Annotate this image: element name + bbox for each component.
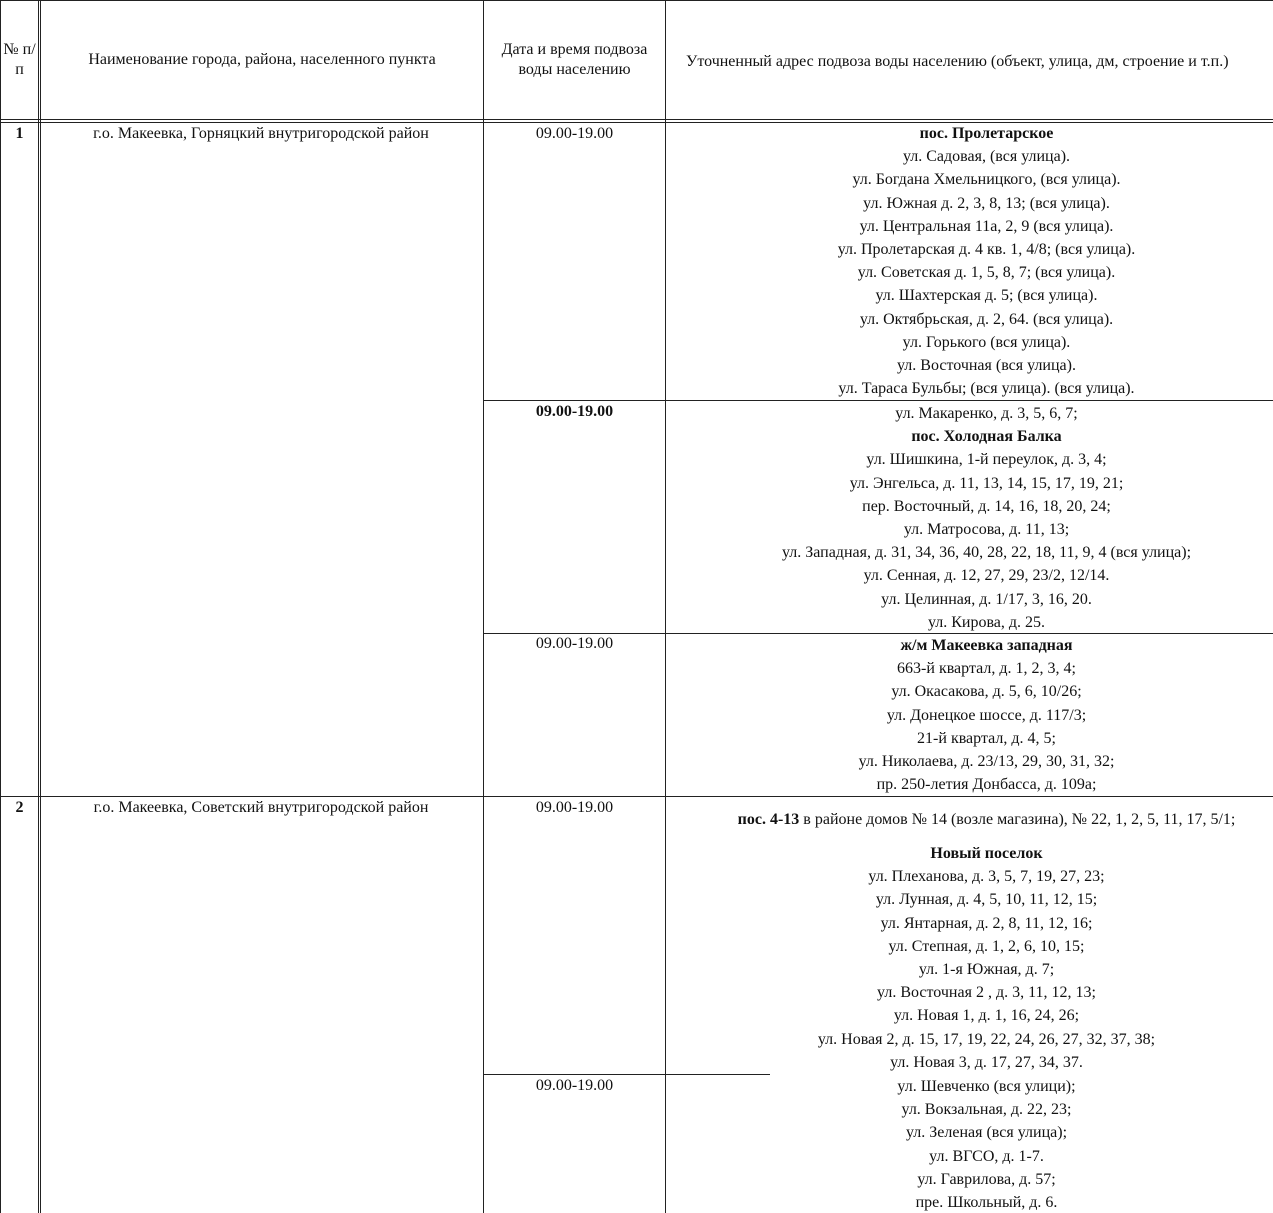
delivery-time: 09.00-19.00 xyxy=(535,125,614,142)
address-line: ул. Восточная (вся улица). xyxy=(897,356,1076,374)
header-bottom-line xyxy=(0,119,1273,120)
settlement-name: Новый поселок xyxy=(930,845,1043,862)
address-line: ул. Октябрьская, д. 2, 64. (вся улица). xyxy=(859,310,1114,328)
address-line: ул. Богдана Хмельницкого, (вся улица). xyxy=(852,171,1121,189)
header-datetime: Дата и время подвоза воды населению xyxy=(501,41,648,78)
address-line: ул. Плеханова, д. 3, 5, 7, 19, 27, 23; xyxy=(868,868,1105,886)
address-line: ул. 1-я Южная, д. 7; xyxy=(918,960,1055,978)
header-number: № п/п xyxy=(3,41,36,78)
delivery-time: 09.00-19.00 xyxy=(535,1077,614,1094)
address-line: ул. Макаренко, д. 3, 5, 6, 7; xyxy=(895,405,1078,422)
address-line: ул. Новая 2, д. 15, 17, 19, 22, 24, 26, 27, 32, 37, 38; xyxy=(817,1030,1156,1048)
address-line: 21-й квартал, д. 4, 5; xyxy=(917,729,1056,747)
settlement-name: пос. Холодная Балка xyxy=(911,428,1062,446)
address-line: ул. Энгельса, д. 11, 13, 14, 15, 17, 19, 21; xyxy=(849,474,1124,492)
address-line: пр. 250-летия Донбасса, д. 109а; xyxy=(876,776,1097,794)
address-line: ул. Пролетарская д. 4 кв. 1, 4/8; (вся улица). xyxy=(837,240,1136,258)
table-border-left xyxy=(0,0,1,1213)
settlement-name: пос. 4-13 xyxy=(737,811,800,828)
address-line: ул. Матросова, д. 11, 13; xyxy=(903,520,1070,538)
settlement-name: ж/м Макеевка западная xyxy=(900,637,1073,654)
address-line: ул. Восточная 2 , д. 3, 11, 12, 13; xyxy=(877,984,1096,1002)
address-line: ул. Вокзальная, д. 22, 23; xyxy=(901,1101,1072,1119)
address-block xyxy=(666,402,1273,634)
header-locality: Наименование города, района, населенного пункта xyxy=(88,51,436,68)
address-line: ул. Новая 1, д. 1, 16, 24, 26; xyxy=(893,1007,1080,1025)
settlement-name: пос. Пролетарское xyxy=(919,125,1054,142)
row-number: 1 xyxy=(15,125,24,142)
address-line: ул. Гаврилова, д. 57; xyxy=(917,1170,1056,1188)
address-line: ул. Садовая, (вся улица). xyxy=(902,148,1071,166)
address-line: пре. Школьный, д. 6. xyxy=(915,1193,1058,1211)
delivery-time: 09.00-19.00 xyxy=(535,799,614,816)
address-line: ул. Лунная, д. 4, 5, 10, 11, 12, 15; xyxy=(875,891,1098,909)
address-line: ул. Донецкое шоссе, д. 117/3; xyxy=(886,706,1087,724)
address-block xyxy=(666,1075,1273,1213)
column-divider xyxy=(483,0,484,1213)
address-line: ул. Новая 3, д. 17, 27, 34, 37. xyxy=(890,1053,1083,1071)
address-line: ул. Николаева, д. 23/13, 29, 30, 31, 32; xyxy=(858,752,1115,770)
address-line: пер. Восточный, д. 14, 16, 18, 20, 24; xyxy=(862,497,1111,515)
delivery-time: 09.00-19.00 xyxy=(535,403,614,420)
address-line: в районе домов № 14 (возле магазина), № 22, 1, 2, 5, 11, 17, 5/1; xyxy=(799,811,1236,828)
address-block xyxy=(666,842,1273,1074)
address-line: 663-й квартал, д. 1, 2, 3, 4; xyxy=(897,660,1076,678)
address-line: ул. Шишкина, 1-й переулок, д. 3, 4; xyxy=(866,451,1107,469)
address-line: ул. Горького (вся улица). xyxy=(902,333,1071,351)
address-line: ул. Западная, д. 31, 34, 36, 40, 28, 22, 18, 11, 9, 4 (вся улица); xyxy=(781,544,1192,562)
address-line: ул. Кирова, д. 25. xyxy=(927,613,1046,631)
address-line: ул. Степная, д. 1, 2, 6, 10, 15; xyxy=(888,937,1085,955)
address-line: ул. Советская д. 1, 5, 8, 7; (вся улица). xyxy=(857,264,1116,282)
address-line: ул. Шевченко (вся улици); xyxy=(897,1078,1076,1095)
district-name: г.о. Макеевка, Советский внутригородской район xyxy=(93,799,429,816)
address-line: ул. Окасакова, д. 5, 6, 10/26; xyxy=(891,683,1082,701)
address-line: ул. Тараса Бульбы; (вся улица). (вся улица). xyxy=(838,380,1135,398)
address-line: ул. Шахтерская д. 5; (вся улица). xyxy=(875,287,1098,305)
address-line: ул. Южная д. 2, 3, 8, 13; (вся улица). xyxy=(863,194,1110,212)
address-line: ул. Сенная, д. 12, 27, 29, 23/2, 12/14. xyxy=(863,567,1110,585)
column-divider-double xyxy=(40,0,41,1213)
address-line: ул. Зеленая (вся улица); xyxy=(905,1124,1068,1142)
address-block xyxy=(666,122,1273,400)
header-address: Уточненный адрес подвоза воды населению (объект, улица, дм, строение и т.п.) xyxy=(686,53,1229,70)
address-line: ул. Центральная 11а, 2, 9 (вся улица). xyxy=(859,217,1114,235)
address-line: ул. ВГСО, д. 1-7. xyxy=(929,1147,1044,1165)
address-line: ул. Целинная, д. 1/17, 3, 16, 20. xyxy=(881,590,1092,608)
address-lead-line xyxy=(666,810,1273,830)
delivery-time: 09.00-19.00 xyxy=(535,635,614,652)
address-line: ул. Янтарная, д. 2, 8, 11, 12, 16; xyxy=(880,914,1093,932)
address-block xyxy=(666,634,1273,796)
district-name: г.о. Макеевка, Горняцкий внутригородской район xyxy=(93,125,429,142)
column-divider xyxy=(38,0,39,1213)
row-number: 2 xyxy=(15,799,24,816)
